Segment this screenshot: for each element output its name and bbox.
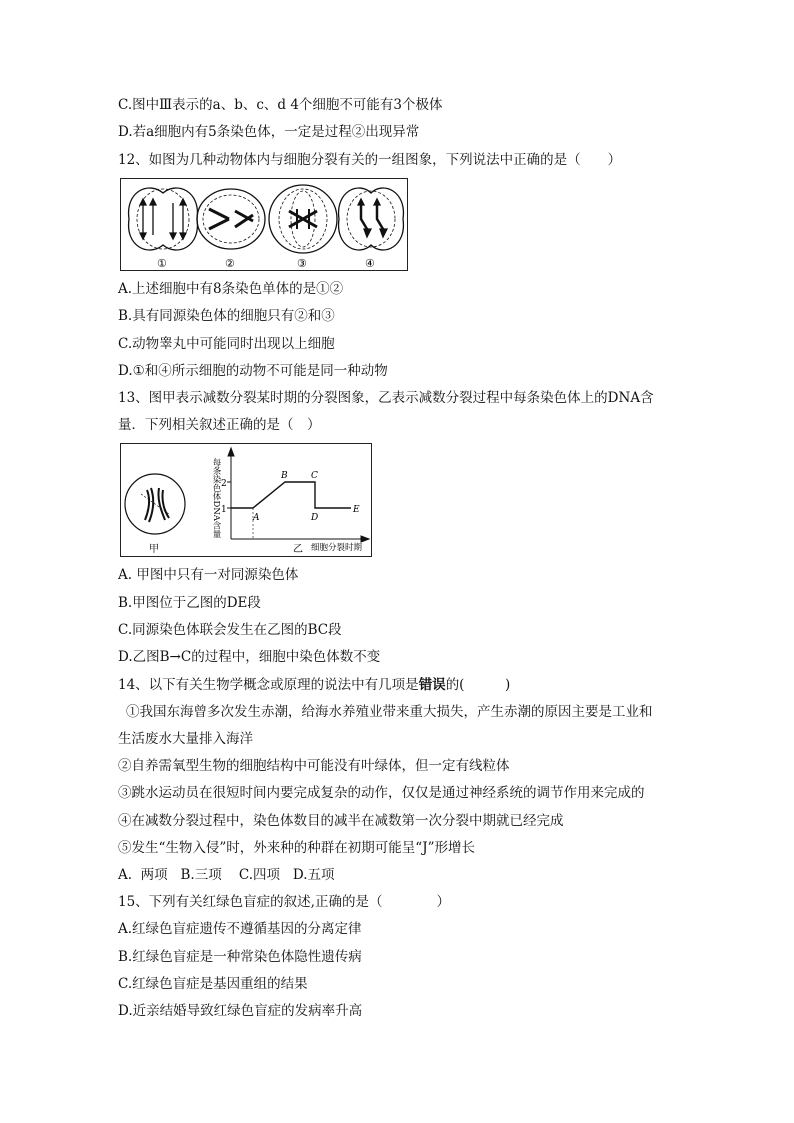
graph-yi-axes <box>227 448 369 542</box>
graph-ylabel: 每条染色体DNA含量 <box>211 458 221 538</box>
q15-option-b: B.红绿色盲症是一种常染色体隐性遗传病 <box>118 949 362 965</box>
cell-1 <box>129 188 198 250</box>
q12-option-a: A.上述细胞中有8条染色单体的是①② <box>118 281 344 297</box>
q14-item-5: ⑤发生“生物入侵”时，外来种的种群在初期可能呈“J”形增长 <box>118 840 476 856</box>
figure-13 <box>120 443 372 557</box>
cell-label-2: ② <box>225 257 235 270</box>
q15-option-a: A.红绿色盲症遗传不遵循基因的分离定律 <box>118 921 362 937</box>
cell-label-4: ④ <box>365 257 375 270</box>
question-13-line2: 量．下列相关叙述正确的是（ ） <box>118 417 321 433</box>
q14-item-1-line2: 生活废水大量排入海洋 <box>118 731 253 747</box>
q12-option-b: B.具有同源染色体的细胞只有②和③ <box>118 308 335 324</box>
q13-option-d: D.乙图B→C的过程中，细胞中染色体数不变 <box>118 649 381 665</box>
q12-option-d: D.①和④所示细胞的动物不可能是同一种动物 <box>118 363 388 379</box>
point-c: C <box>311 471 318 481</box>
figure-12-cell-division <box>120 178 408 271</box>
point-e: E <box>353 505 360 515</box>
q13-option-c: C.同源染色体联会发生在乙图的BC段 <box>118 622 342 638</box>
cell-4 <box>339 188 404 250</box>
tick-1: 1 <box>221 505 227 515</box>
label-jia: 甲 <box>149 544 159 555</box>
q14-item-4: ④在减数分裂过程中，染色体数目的减半在减数第一次分裂中期就已经完成 <box>118 813 564 829</box>
question-13-line1: 13、图甲表示减数分裂某时期的分裂图象，乙表示减数分裂过程中每条染色体上的DNA含 <box>118 390 654 406</box>
point-d: D <box>311 513 319 523</box>
q13-option-b: B.甲图位于乙图的DE段 <box>118 595 261 611</box>
q14-suffix: 的( ) <box>445 677 511 693</box>
question-12: 12、如图为几种动物体内与细胞分裂有关的一组图象，下列说法中正确的是（ ） <box>118 152 622 168</box>
q12-option-c: C.动物睾丸中可能同时出现以上细胞 <box>118 336 335 352</box>
q14-item-2: ②自养需氧型生物的细胞结构中可能没有叶绿体，但一定有线粒体 <box>118 758 510 774</box>
graph-yi-curve <box>231 482 351 539</box>
q14-prefix: 14、以下有关生物学概念或原理的说法中有几项是 <box>118 677 419 693</box>
cell-label-3: ③ <box>297 257 307 270</box>
line-d-option: D.若a细胞内有5条染色体，一定是过程②出现异常 <box>118 124 420 140</box>
q15-option-d: D.近亲结婚导致红绿色盲症的发病率升高 <box>118 1003 363 1019</box>
q14-item-1-line1: ①我国东海曾多次发生赤潮，给海水养殖业带来重大损失，产生赤潮的原因主要是工业和 <box>126 704 653 720</box>
tick-2: 2 <box>221 479 227 489</box>
question-14 <box>118 676 510 694</box>
figure-13-drawing <box>121 444 371 556</box>
question-15: 15、下列有关红绿色盲症的叙述,正确的是（ ） <box>118 894 450 910</box>
cell-jia <box>125 474 185 534</box>
point-b: B <box>281 471 288 481</box>
line-c-option: C.图中Ⅲ表示的a、b、c、d 4个细胞不可能有3个极体 <box>118 97 443 113</box>
q14-options: A. 两项 B.三项 C.四项 D.五项 <box>118 867 335 883</box>
graph-xlabel: 细胞分裂时期 <box>311 543 363 553</box>
figure-12-drawing <box>121 179 407 270</box>
q15-option-c: C.红绿色盲症是基因重组的结果 <box>118 976 308 992</box>
q14-item-3: ③跳水运动员在很短时间内要完成复杂的动作，仅仅是通过神经系统的调节作用来完成的 <box>118 785 645 801</box>
q13-option-a: A. 甲图中只有一对同源染色体 <box>118 567 299 583</box>
label-yi: 乙 <box>293 544 303 555</box>
q14-bold-word: 错误 <box>418 677 446 693</box>
cell-3 <box>269 185 337 253</box>
cell-2 <box>197 189 265 249</box>
point-a: A <box>253 513 260 523</box>
cell-label-1: ① <box>157 257 167 270</box>
